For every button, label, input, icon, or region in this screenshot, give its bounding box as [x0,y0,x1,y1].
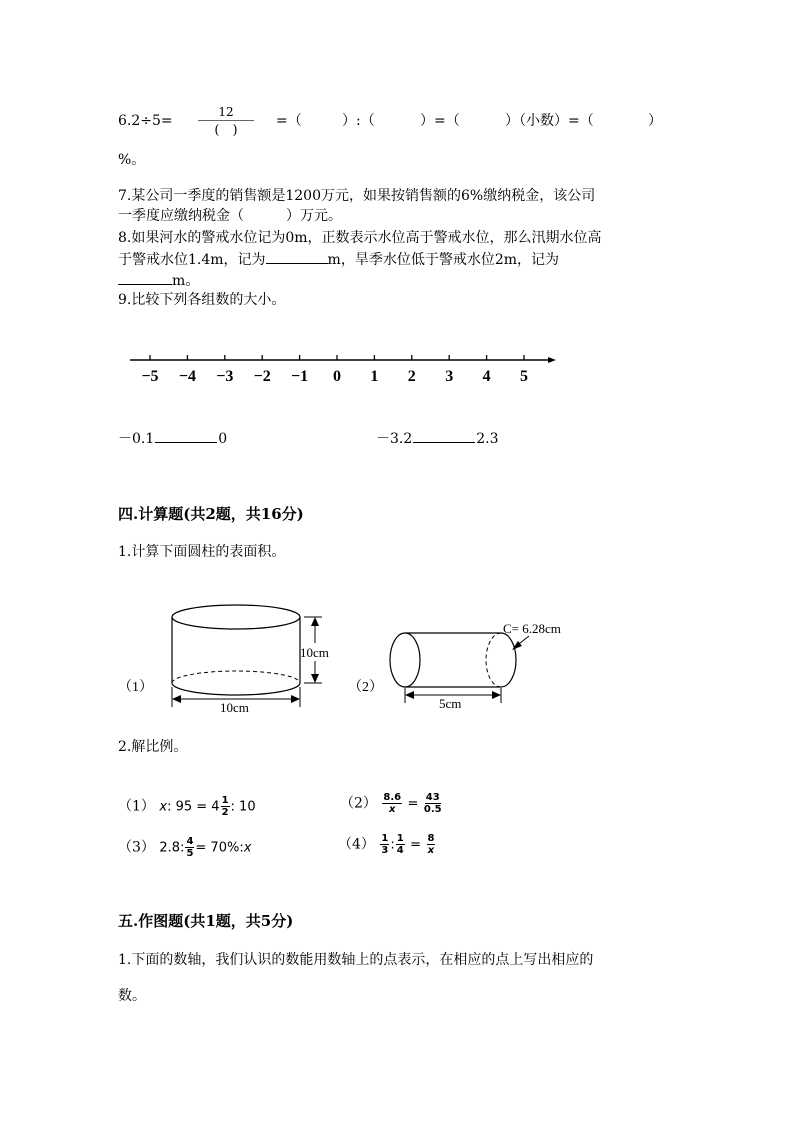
q8-line3-text: m。 [172,273,200,289]
q8-blank-2[interactable] [118,270,172,285]
q9-cmp2-right: 2.3 [476,431,499,447]
number-line-tick-label: 4 [482,368,491,385]
p3-frac-den: 5 [186,848,194,859]
number-line-tick-label: −1 [291,368,309,385]
section-5-title: 五.作图题(共1题，共5分) [118,912,294,930]
p4-equals: = [410,837,422,853]
fig2-len-arrowhead-left [405,691,414,699]
q8-line2-b: m，旱季水位低于警戒水位2m，记为 [327,252,560,268]
fig1-bottom-back [172,671,300,683]
fig1-label: （1） [118,680,153,695]
number-line-arrow [548,357,556,363]
cylinder-figures [110,595,590,725]
q9-compare-2 [376,428,499,449]
fig1-height-label: 10cm [300,645,329,660]
p3-left: 2.8: [159,840,185,856]
p2-label: （2） [340,795,377,812]
q7-line1: 7.某公司一季度的销售额是1200万元，如果按销售额的6%缴纳税金，该公司 [118,188,596,204]
q8-line2-a: 于警戒水位1.4m，记为 [118,252,266,268]
p4-c-den: x [427,845,435,856]
q6-eq2: ）=（ [420,113,460,129]
p4-b-den: 4 [396,845,404,856]
q8-line1: 8.如果河水的警戒水位记为0m，正数表示水位高于警戒水位，那么汛期水位高 [118,230,602,246]
q8-line2 [118,249,559,270]
q6-fraction-denominator: ( ) [214,123,238,138]
number-line-tick-label: 0 [333,368,341,385]
p1-frac-num: 1 [221,795,229,806]
p3-x: x [243,840,252,856]
fig1-diam-arrowhead-right [291,695,300,703]
fig2-left-ellipse [390,633,420,687]
fig2-len-arrowhead-right [492,691,501,699]
q9-cmp2-blank[interactable] [413,428,475,443]
fig2-right-front [501,633,516,687]
p4-c-num: 8 [427,833,435,844]
p3-fraction [185,836,194,859]
p2-left-fraction [382,792,402,815]
proportion-4 [338,833,436,856]
p1-frac-den: 2 [221,807,229,818]
q6-end: ） [648,113,662,129]
number-line-tick-label: 2 [407,368,416,385]
p1-label: （1） [118,798,155,815]
p2-right-den: 0.5 [423,804,442,815]
number-line-tick-label: 5 [520,368,528,385]
q9-cmp1-blank[interactable] [155,428,217,443]
proportion-3 [118,836,251,859]
number-line-tick-label: −4 [178,368,196,385]
p1-x: x [159,799,168,815]
fig1-height-arrowhead-bottom [311,674,319,683]
q8-line3 [118,270,199,291]
fig1-diam-arrowhead-left [172,695,181,703]
q9-cmp1-right: 0 [218,431,228,447]
fig2-length-label: 5cm [439,696,462,711]
p2-left-den: x [389,804,396,815]
number-line-tick-label: −5 [141,368,159,385]
s5-q1-line2: 数。 [118,988,146,1004]
p1-middle: : 95 = 4 [167,799,220,815]
p4-a-den: 3 [381,845,389,856]
p4-fraction-b [396,833,405,856]
fig1-diameter-label: 10cm [220,700,249,715]
p2-right-fraction [424,792,442,815]
p3-frac-num: 4 [186,836,194,847]
q9-compare-1 [118,428,227,449]
number-line-tick-label: 3 [445,368,454,385]
number-line-tick-label: −3 [216,368,234,385]
p2-right-num: 43 [425,792,440,803]
fig2-circumference-label: C= 6.28cm [503,621,561,636]
fig1-bottom-front [172,683,300,695]
q6-lead: 6.2÷5= [118,113,173,129]
number-line-tick-label: 1 [370,368,379,385]
q9-title: 9.比较下列各组数的大小。 [118,292,286,308]
p3-label: （3） [118,839,155,856]
s4-q2: 2.解比例。 [118,739,188,755]
section-4-title: 四.计算题(共2题，共16分) [118,505,304,523]
fig1-top-ellipse [172,605,300,629]
fig2-label: （2） [348,680,383,695]
q6-fraction-numerator: 12 [198,104,254,121]
p4-colon: : [390,837,395,853]
q9-cmp1-left: －0.1 [118,431,155,447]
s4-q1: 1.计算下面圆柱的表面积。 [118,544,286,560]
p4-fraction-c [427,833,436,856]
p1-fraction [221,795,230,818]
p4-a-num: 1 [381,833,389,844]
q9-cmp2-left: －3.2 [376,431,413,447]
q6-eq1: =（ [276,113,302,129]
q7-line2: 一季度应缴纳税金（ ）万元。 [118,208,342,224]
q6-percent: %。 [118,152,146,168]
p4-fraction-a [380,833,389,856]
proportion-2 [340,792,443,815]
p1-end: : 10 [230,799,256,815]
p3-middle: = 70%: [195,840,244,856]
q6-decimal: ）（小数）=（ [505,113,594,129]
fig2-right-back [486,633,501,687]
number-line-tick-label: −2 [253,368,271,385]
p4-b-num: 1 [396,833,404,844]
p2-equals: = [407,796,419,812]
p2-left-num: 8.6 [383,792,402,803]
q6-colon: ）:（ [342,113,375,129]
p4-label: （4） [338,836,375,853]
q8-blank-1[interactable] [266,249,328,264]
number-line [120,345,560,390]
s5-q1-line1: 1.下面的数轴，我们认识的数能用数轴上的点表示，在相应的点上写出相应的 [118,952,594,968]
fig1-height-arrowhead-top [311,617,319,626]
proportion-1 [118,795,256,818]
